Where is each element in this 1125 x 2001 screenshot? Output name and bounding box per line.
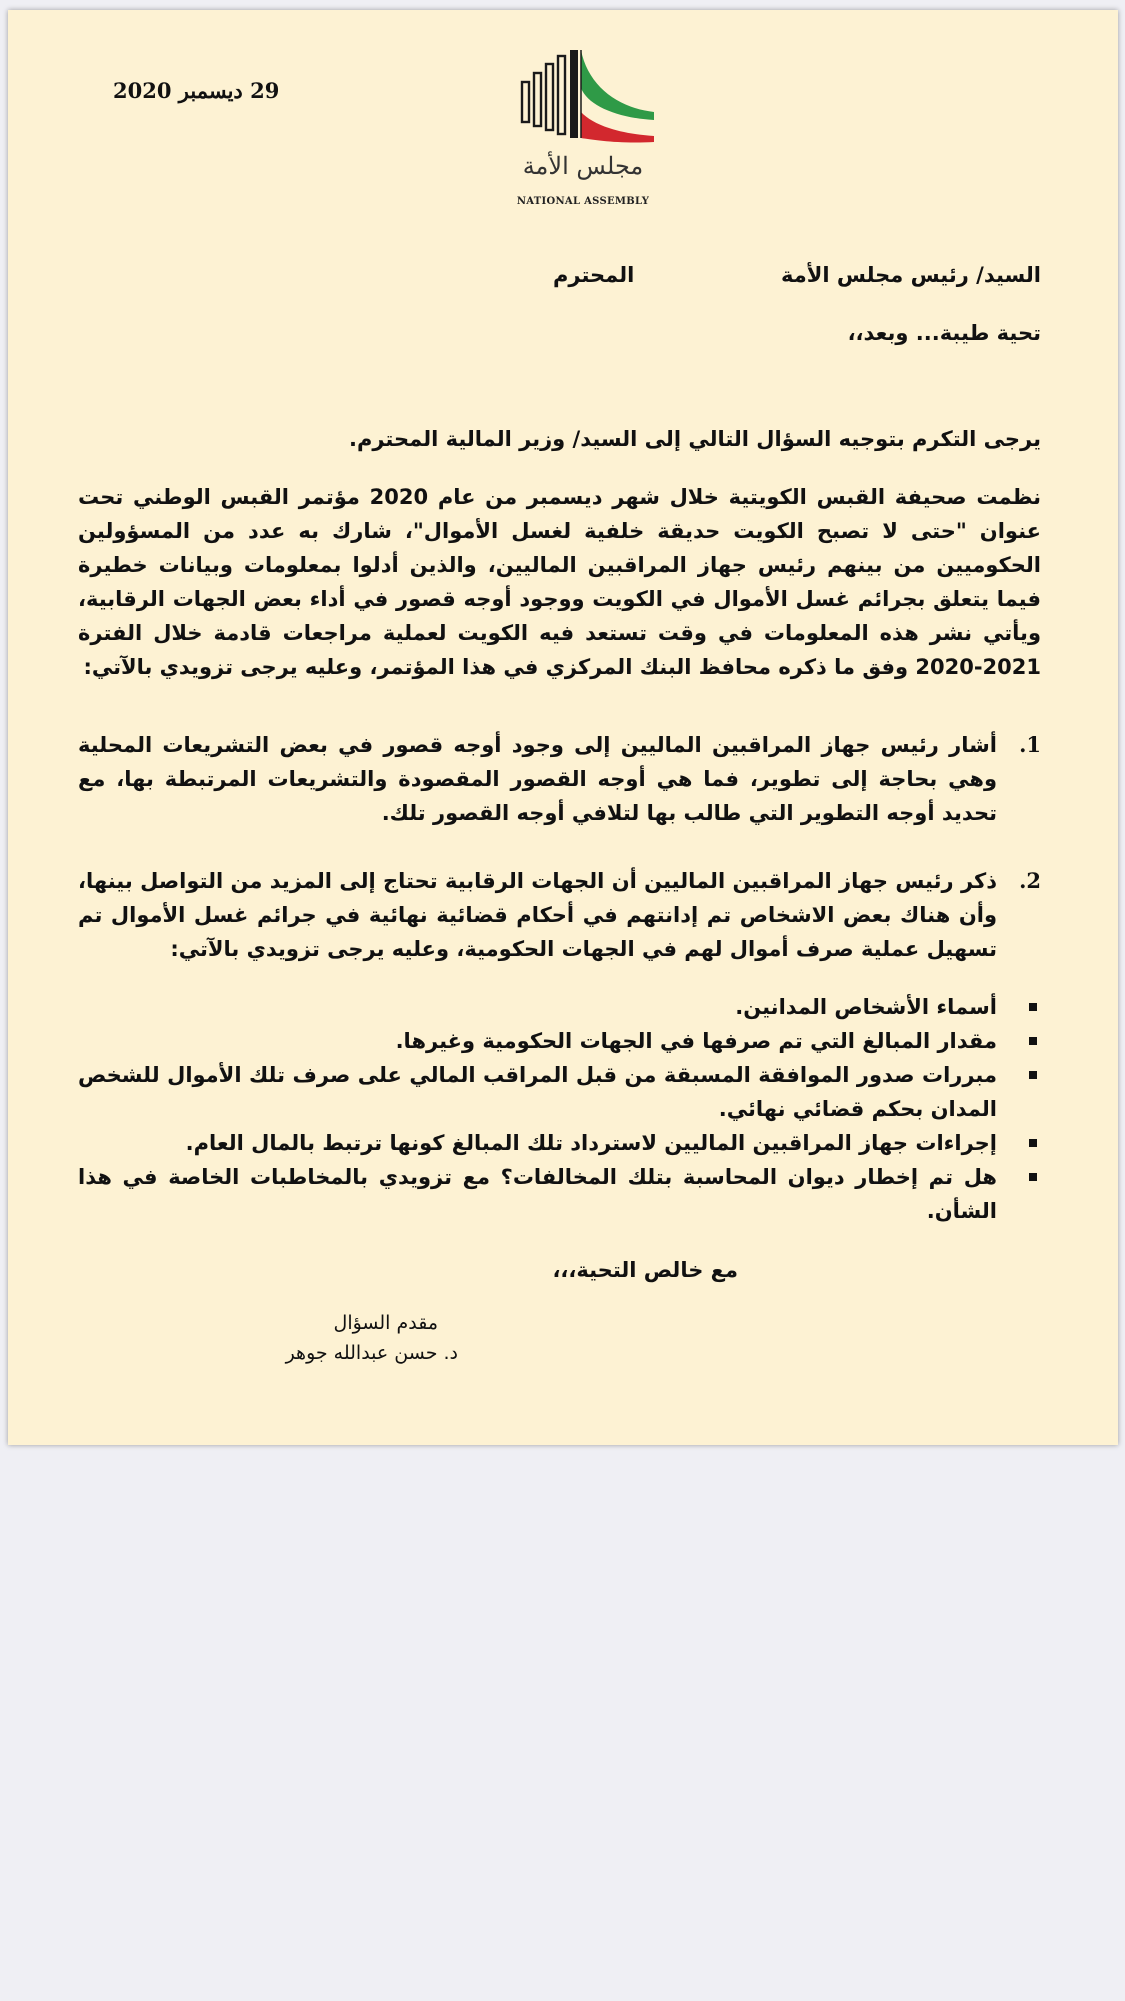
assembly-emblem-icon (508, 46, 658, 151)
question-number: 2. (1019, 868, 1041, 893)
greeting: تحية طيبة... وبعد،، (847, 321, 1041, 345)
intro-paragraph: نظمت صحيفة القبس الكويتية خلال شهر ديسمبر من عام 2020 مؤتمر القبس الوطني تحت عنوان "حتى لا تصبح الكويت حديقة خلفية لغسل الأموال"، شارك به عدد من المسؤولين الحكوميين من بينهم رئيس جهاز المراقبين الماليين، والذين أدلوا بمعلومات وبيانات خطيرة فيما يتعلق بجرائم غسل الأموال في الكويت ووجود أوجه قصور في أداء بعض الجهات الرقابية، ويأتي نشر هذه المعلومات في وقت تستعد فيه الكويت لعملية مراجعات قادمة خلال الفترة 2021-2020 وفق ما ذكره محافظ البنك المركزي في هذا المؤتمر، وعليه يرجى تزويدي بالآتي: (78, 485, 1041, 679)
question-text: أشار رئيس جهاز المراقبين الماليين إلى وجود أوجه قصور في بعض التشريعات المحلية وهي بحاجة إلى تطوير، فما هي أوجه القصور المقصودة والتشريعات المرتبطة بها، مع تحديد أوجه التطوير التي طالب بها لتلافي أوجه القصور تلك. (78, 733, 997, 825)
letter-date: 29 ديسمبر 2020 (113, 78, 280, 103)
request-line: يرجى التكرم بتوجيه السؤال التالي إلى السيد/ وزير المالية المحترم. (348, 427, 1041, 451)
square-bullet-icon (1029, 1173, 1037, 1181)
signature-title: مقدم السؤال (333, 1312, 438, 1334)
bullet-text: إجراءات جهاز المراقبين الماليين لاسترداد تلك المبالغ كونها ترتبط بالمال العام. (185, 1131, 997, 1155)
bullet-item (78, 990, 1041, 1024)
bullet-text: مبررات صدور الموافقة المسبقة من قبل المراقب المالي على صرف تلك الأموال للشخص المدان بحكم قضائي نهائي. (78, 1063, 997, 1121)
bullet-list (78, 990, 1041, 1228)
square-bullet-icon (1029, 1139, 1037, 1147)
bullet-item (78, 1058, 1041, 1126)
bullet-item (78, 1126, 1041, 1160)
question-number: 1. (1019, 732, 1041, 757)
addressee-honorific: المحترم (553, 263, 635, 287)
national-assembly-logo (508, 46, 668, 221)
square-bullet-icon (1029, 1003, 1037, 1011)
square-bullet-icon (1029, 1071, 1037, 1079)
addressee-line (78, 258, 1041, 292)
question-item (78, 728, 1041, 830)
questions-list (78, 728, 1041, 1000)
question-item (78, 864, 1041, 966)
bullet-text: أسماء الأشخاص المدانين. (735, 995, 997, 1019)
closing-line: مع خالص التحية،،، (552, 1258, 738, 1282)
addressee: السيد/ رئيس مجلس الأمة (781, 263, 1041, 287)
signature-name: د. حسن عبدالله جوهر (285, 1342, 458, 1364)
letter-page (8, 10, 1118, 1445)
bullet-text: مقدار المبالغ التي تم صرفها في الجهات الحكومية وغيرها. (395, 1029, 997, 1053)
question-text: ذكر رئيس جهاز المراقبين الماليين أن الجهات الرقابية تحتاج إلى المزيد من التواصل بينها، وأن هناك بعض الاشخاص تم إدانتهم في أحكام قضائية نهائية في جرائم غسل الأموال تم تسهيل عملية صرف أموال لهم في الجهات الحكومية، وعليه يرجى تزويدي بالآتي: (78, 869, 997, 961)
bullet-item (78, 1024, 1041, 1058)
square-bullet-icon (1029, 1037, 1037, 1045)
bullet-text: هل تم إخطار ديوان المحاسبة بتلك المخالفات؟ مع تزويدي بالمخاطبات الخاصة في هذا الشأن. (78, 1165, 997, 1223)
logo-english-name: NATIONAL ASSEMBLY (516, 196, 650, 207)
bullet-item (78, 1160, 1041, 1228)
logo-arabic-name: مجلس الأمة (522, 152, 644, 180)
